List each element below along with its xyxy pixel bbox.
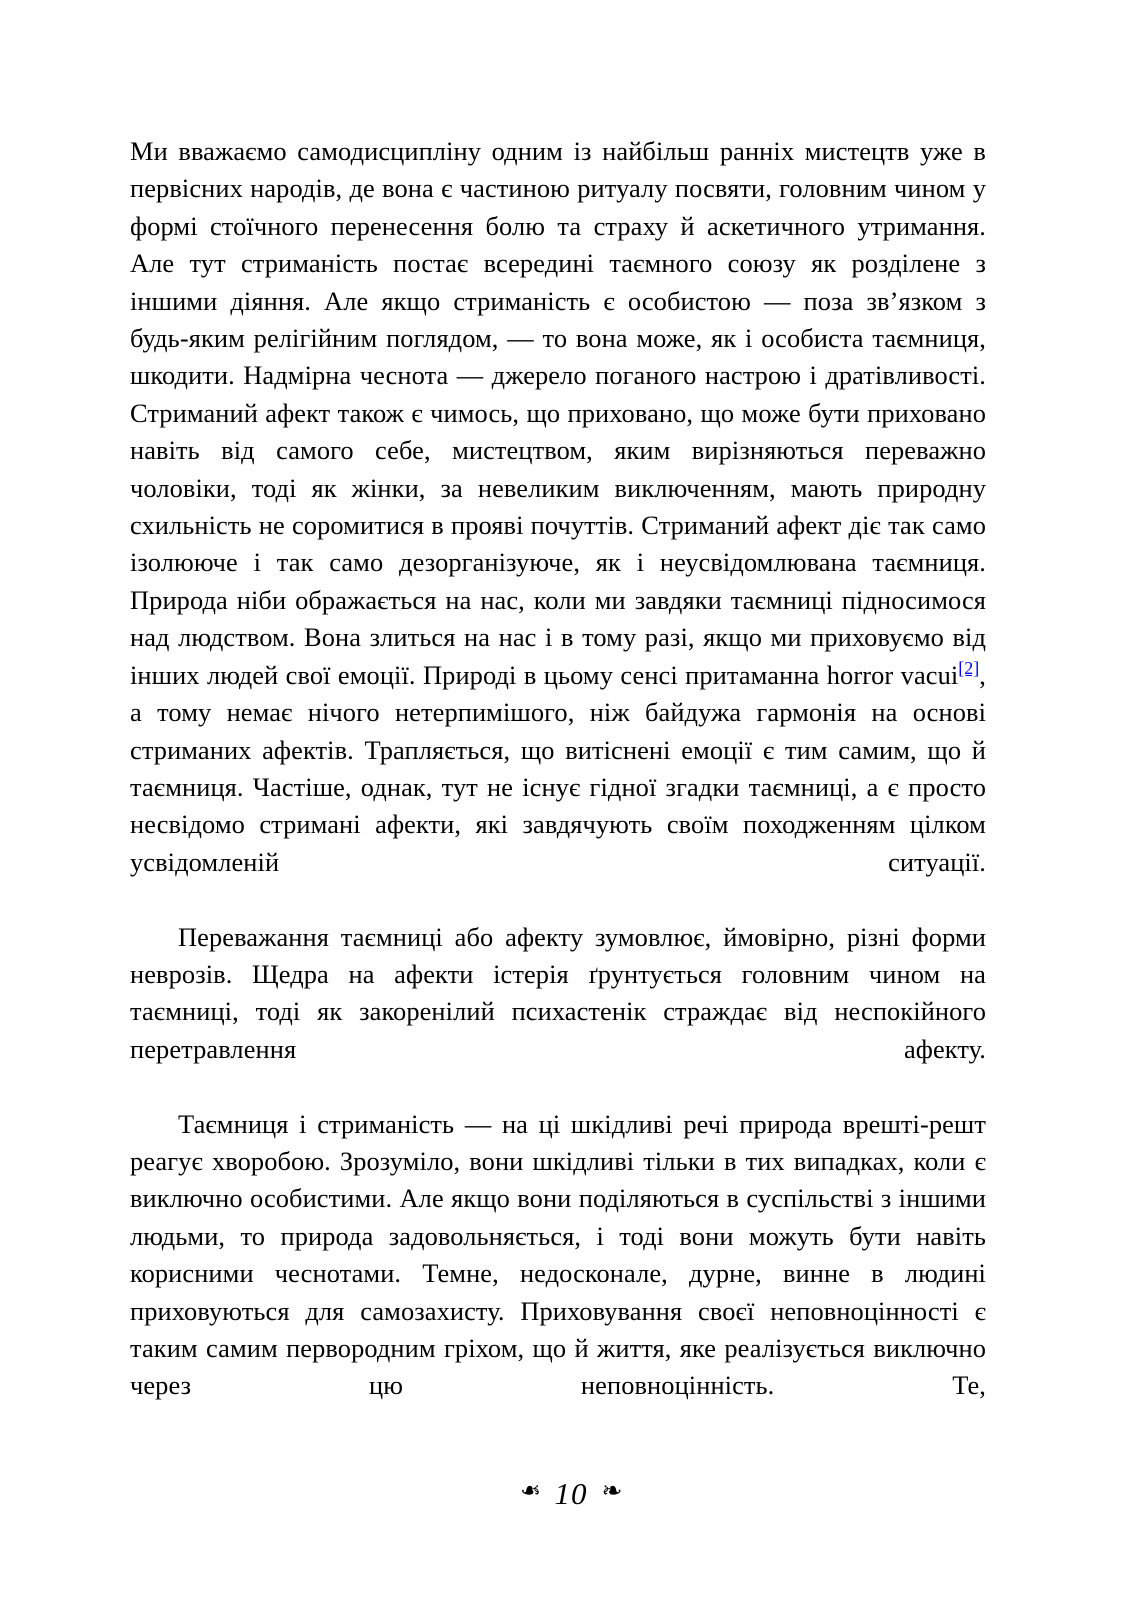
paragraph-3: Таємниця і стриманість — на ці шкідливі речі природа врешті-решт реагує хворобою. Зрозуміло, вони шкідливі тільки в тих випадках, коли є виключно особистими. Але якщо вони поділяються в суспільстві з іншими людьми, то природа задовольняється, і тоді вони можуть бути навіть корисними чеснотами. Темне, недосконале, дурне, винне в людині приховуються для самозахисту. Приховування своєї неповноцінності є таким самим первородним гріхом, що й життя, яке реалізується виключно через цю неповноцінність. Те, xyxy=(130,1108,986,1401)
page-number: 10 xyxy=(554,1476,588,1511)
paragraph-2: Переважання таємниці або афекту зумовлює, ймовірно, різні форми неврозів. Щедра на афекти істерія ґрунтується головним чином на таємниці, тоді як закоренілий психастенік страждає від неспокійного перетравлення афекту. xyxy=(130,921,986,1064)
page-footer xyxy=(0,1478,1142,1509)
footnote-reference-2[interactable]: [2] xyxy=(958,657,980,678)
paragraph-1 xyxy=(130,133,986,919)
leaf-ornament-right-icon: ❧ xyxy=(601,1478,623,1505)
body-text-column xyxy=(130,133,986,1442)
leaf-ornament-left-icon: ❧ xyxy=(519,1478,541,1505)
paragraph-1-text-after-footnote: , а тому немає нічого нетерпимішого, ніж байдужа гармонія на основі стриманих афектів. Трапляється, що витіснені емоції є тим самим, що й таємниця. Частіше, однак, тут не існує гідної згадки таємниці, а є просто несвідомо стримані афекти, які завдячують своїм походженням цілком усвідомленій ситуації. xyxy=(130,659,986,877)
paragraph-1-text-before-footnote: Ми вважаємо самодисципліну одним із найбільш ранніх мистецтв уже в первісних народів, де вона є частиною ритуалу посвяти, головним чином у формі стоїчного перенесення болю та страху й аскетичного утримання. Але тут стриманість постає всередині таємного союзу як розділене з іншими діяння. Але якщо стриманість є особистою — поза зв’язком з будь-яким релігійним поглядом, — то вона може, як і особиста таємниця, шкодити. Надмірна чеснота — джерело поганого настрою і дратівливості. Стриманий афект також є чимось, що приховано, що може бути приховано навіть від самого себе, мистецтвом, яким вирізняються переважно чоловіки, тоді як жінки, за невеликим виключенням, мають природну схильність не соромитися в прояві почуттів. Стриманий афект діє так само ізолююче і так само дезорганізуюче, як і неусвідомлювана таємниця. Природа ніби ображається на нас, коли ми завдяки таємниці підносимося над людством. Вона злиться на нас і в тому разі, якщо ми приховуємо від інших людей свої емоції. Природі в цьому сенсі притаманна horror vacui xyxy=(130,136,986,690)
